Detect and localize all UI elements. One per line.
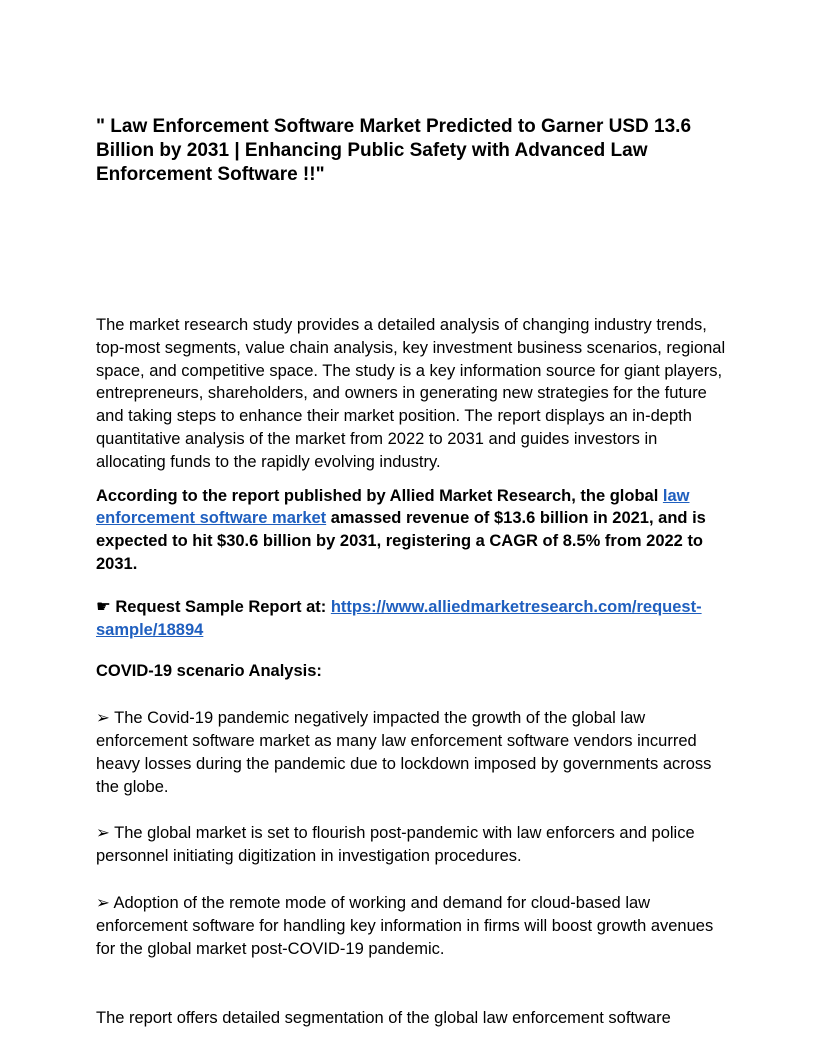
segmentation-paragraph: The report offers detailed segmentation of the global law enforcement software xyxy=(96,1009,671,1028)
request-sample-link[interactable]: https://www.alliedmarketresearch.com/request-sample/18894 xyxy=(96,597,702,639)
according-paragraph xyxy=(96,485,726,576)
according-suffix: amassed revenue of $13.6 billion in 2021, and is expected to hit $30.6 billion by 2031, registering a CAGR of 8.5% from 2022 to 2031. xyxy=(96,509,706,573)
intro-paragraph: The market research study provides a detailed analysis of changing industry trends, top-most segments, value chain analysis, key investment business scenarios, regional space, and competitive space. The study is a key information source for giant players, entrepreneurs, shareholders, and owners in generating new strategies for the future and taking steps to enhance their market position. The report displays an in-depth quantitative analysis of the market from 2022 to 2031 and guides investors in allocating funds to the rapidly evolving industry. xyxy=(96,316,726,471)
according-prefix: According to the report published by Allied Market Research, the global xyxy=(96,486,663,505)
request-label: ☛ Request Sample Report at: xyxy=(96,597,331,616)
market-link[interactable]: law enforcement software market xyxy=(96,486,690,528)
covid-heading: COVID-19 scenario Analysis: xyxy=(96,662,322,681)
page-title: " Law Enforcement Software Market Predicted to Garner USD 13.6 Billion by 2031 | Enhancing Public Safety with Advanced Law Enforcement Software !!" xyxy=(96,116,692,185)
document-body xyxy=(96,115,726,1030)
bullet-item: ➢ The Covid-19 pandemic negatively impacted the growth of the global law enforcement software market as many law enforcement software vendors incurred heavy losses during the pandemic due to lockdown imposed by governments across the globe. xyxy=(96,709,712,796)
bullet-item: ➢ The global market is set to flourish post-pandemic with law enforcers and police personnel initiating digitization in investigation procedures. xyxy=(96,824,695,866)
bullet-item: ➢ Adoption of the remote mode of working and demand for cloud-based law enforcement software for handling key information in firms will boost growth avenues for the global market post-COVID-19 pandemic. xyxy=(96,893,714,958)
request-sample-paragraph xyxy=(96,596,726,642)
